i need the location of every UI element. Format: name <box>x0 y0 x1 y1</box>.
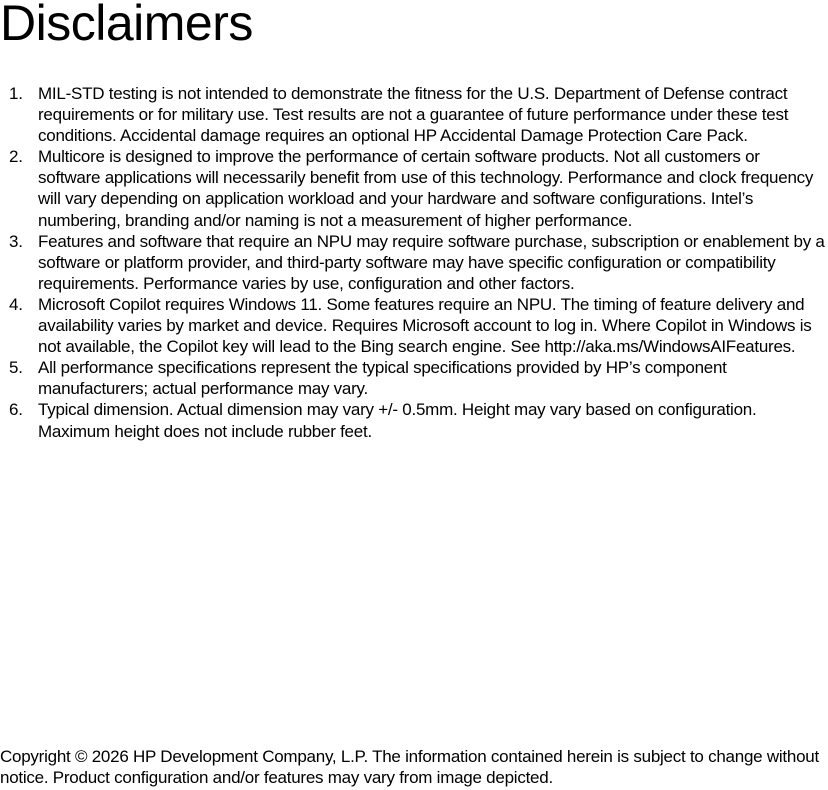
list-item <box>0 294 828 357</box>
disclaimer-list <box>0 83 828 442</box>
list-item-number: 1. <box>9 84 23 103</box>
list-item <box>0 399 828 441</box>
list-item-number: 2. <box>9 147 23 167</box>
list-item-number: 6. <box>9 400 23 420</box>
page-title: Disclaimers <box>0 0 253 51</box>
footer-copyright: Copyright © 2026 HP Development Company, L.P. The information contained herein is subject to change without notice. Product configuration and/or features may vary from image depicted. <box>0 747 819 788</box>
list-item-number: 5. <box>9 358 23 378</box>
list-item-text: Features and software that require an NPU may require software purchase, subscription or enablement by a software or platform provider, and third-party software may have specific configuration or compatibility requirements. Performance varies by use, configuration and other factors. <box>38 231 825 293</box>
list-item <box>0 357 828 399</box>
list-item-text: Typical dimension. Actual dimension may vary +/- 0.5mm. Height may vary based on configuration. Maximum height does not include rubber feet. <box>38 400 757 441</box>
list-item-text: Microsoft Copilot requires Windows 11. Some features require an NPU. The timing of feature delivery and availability varies by market and device. Requires Microsoft account to log in. Where Copilot in Windows is not available, the Copilot key will lead to the Bing search engine. See http://aka.ms/WindowsAIFeatures. <box>38 294 812 357</box>
list-item <box>0 83 828 146</box>
list-item-text: MIL-STD testing is not intended to demonstrate the fitness for the U.S. Department of Defense contract requirements or for military use. Test results are not a guarantee of future performance under these test conditions. Accidental damage requires an optional HP Accidental Damage Protection Care Pack. <box>38 84 789 146</box>
list-item-number: 4. <box>9 294 23 314</box>
list-item <box>0 231 828 294</box>
list-item-text: Multicore is designed to improve the performance of certain software products. Not all customers or software applications will necessarily benefit from use of this technology. Performance and clock frequency will vary depending on application workload and your hardware and software configurations. Intel’s numbering, branding and/or naming is not a measurement of higher performance. <box>38 147 814 230</box>
list-item <box>0 146 828 230</box>
list-item-text: All performance specifications represent the typical specifications provided by HP’s component manufacturers; actual performance may vary. <box>38 358 727 399</box>
list-item-number: 3. <box>9 231 23 251</box>
